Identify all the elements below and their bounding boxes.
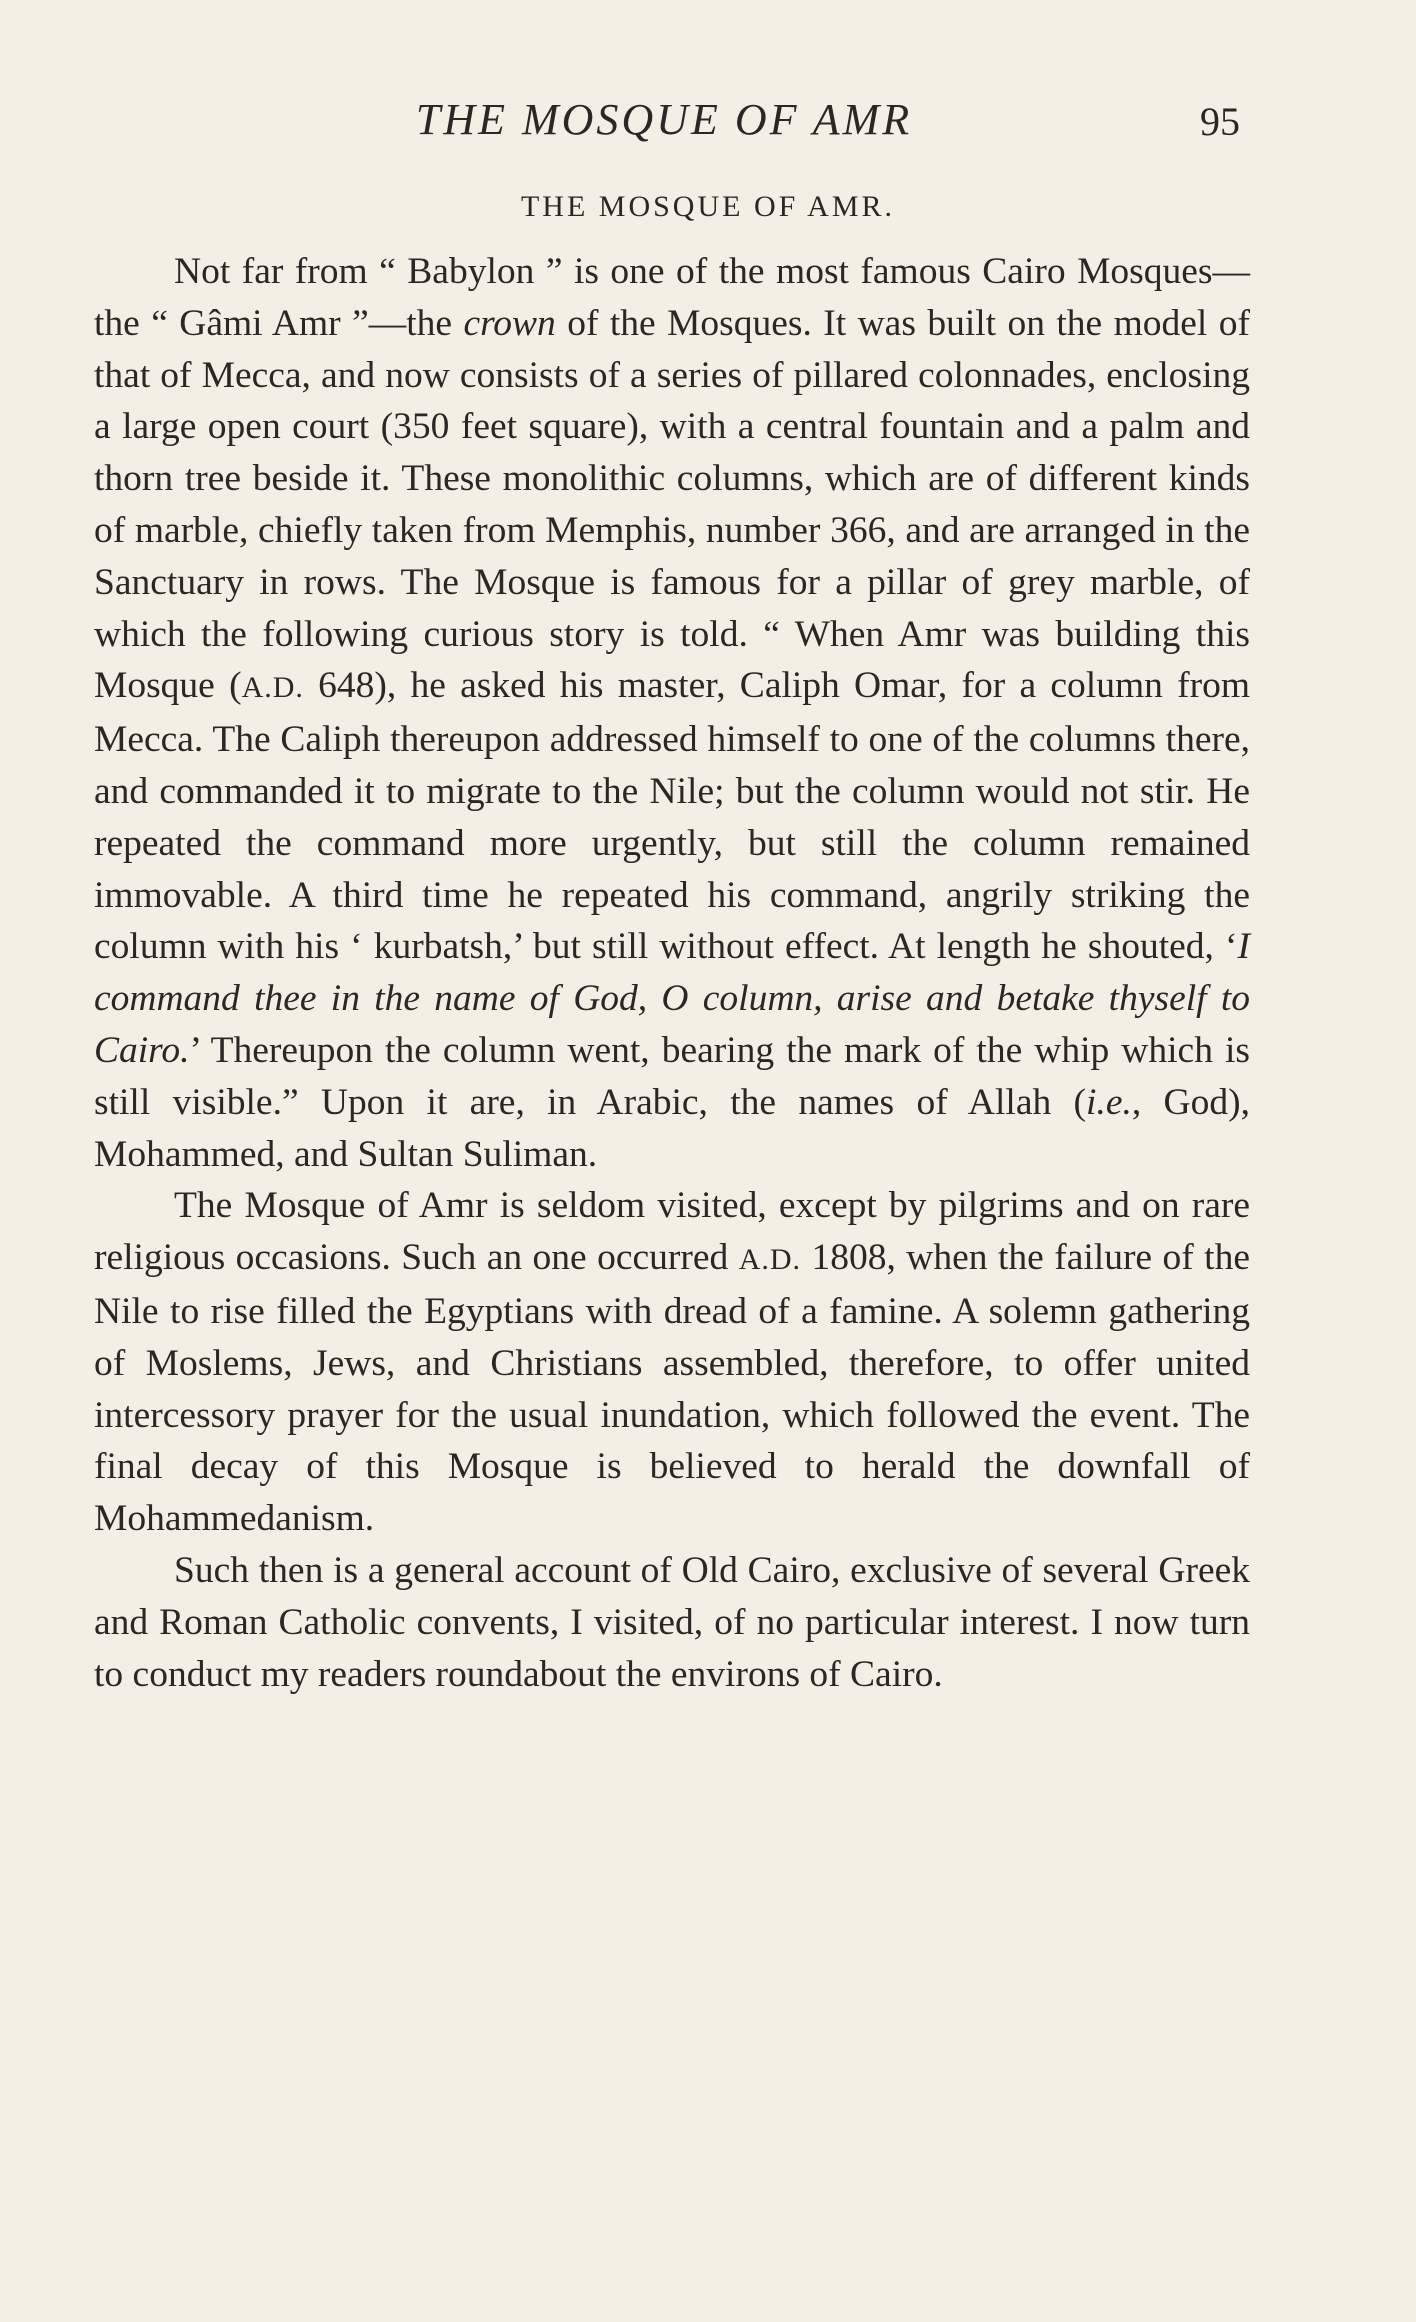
italic-run: crown bbox=[463, 302, 556, 344]
small-caps-run: A.D. bbox=[738, 1243, 802, 1277]
italic-run: I command thee in the name of God, O column, arise and betake thyself to Cairo. bbox=[94, 926, 1250, 1071]
running-title: THE MOSQUE OF AMR bbox=[415, 95, 913, 144]
section-heading: THE MOSQUE OF AMR. bbox=[520, 190, 896, 223]
text-run: ’ Thereupon the column went, bearing the mark of the whip which is still visible.” Upon it are, in Arabic, the names of Allah ( bbox=[94, 1029, 1250, 1123]
text-run: The Mosque of Amr is seldom visited, except by pilgrims and on rare religious occasions. Such an one occurred bbox=[94, 1185, 1250, 1279]
text-run: 648), he asked his master, Caliph Omar, for a column from Mecca. The Caliph thereupon addressed himself to one of the columns there, and commanded it to migrate to the Nile; but the column would not stir. He repeated the command more urgently, but still the column remained immovable. A third time he repeated his command, angrily striking the column with his ‘ kurbatsh,’ but still without effect. At length he shouted, ‘ bbox=[94, 665, 1250, 968]
text-run: Not far from “ Babylon ” is one of the most famous Cairo Mosques—the “ Gâmi Amr ”—the bbox=[94, 251, 1250, 344]
paragraph-2 bbox=[94, 1180, 1250, 1545]
text-run: , God), Mohammed, and Sultan Suliman. bbox=[94, 1081, 1250, 1175]
text-run: of the Mosques. It was built on the model of that of Mecca, and now consists of a series of pillared colonnades, enclosing a large open court (350 feet square), with a central fountain and a palm and thorn tree beside it. These monolithic columns, which are of different kinds of marble, chiefly taken from Memphis, number 366, and are arranged in the Sanctuary in rows. The Mosque is famous for a pillar of grey marble, of which the following curious story is told. “ When Amr was building this Mosque ( bbox=[94, 302, 1250, 707]
text-run: Such then is a general account of Old Cairo, exclusive of several Greek and Roman Catholic convents, I visited, of no particular interest. I now turn to conduct my readers roundabout the environs of Cairo. bbox=[94, 1549, 1250, 1695]
paragraph-3 bbox=[94, 1545, 1250, 1700]
body-text bbox=[94, 246, 1250, 1700]
small-caps-run: A.D. bbox=[241, 671, 304, 705]
text-run: 1808, when the failure of the Nile to rise filled the Egyptians with dread of a famine. A solemn gathering of Moslems, Jews, and Christians assembled, therefore, to offer united intercessory prayer for the usual inundation, which followed the event. The final decay of this Mosque is believed to herald the downfall of Mohammedanism. bbox=[94, 1237, 1250, 1540]
paragraph-1 bbox=[94, 246, 1250, 1180]
italic-run: i.e. bbox=[1086, 1081, 1132, 1123]
page-number: 95 bbox=[1200, 99, 1240, 144]
running-head bbox=[0, 90, 1416, 150]
